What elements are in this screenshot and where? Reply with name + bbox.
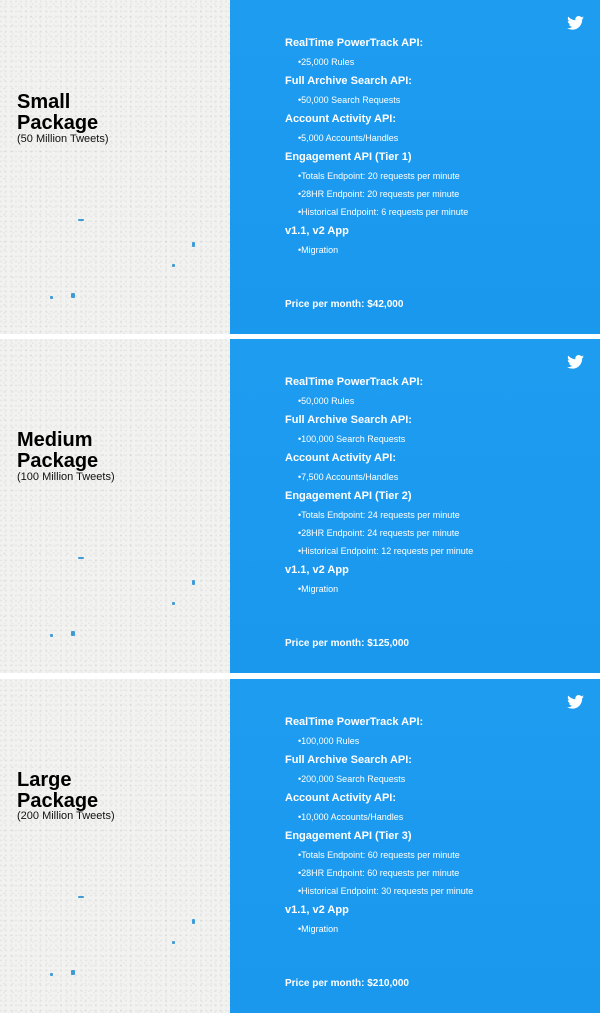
list-item: •100,000 Rules [298, 736, 360, 746]
section-title-engagement: Engagement API (Tier 1) [285, 151, 412, 163]
paper-speck [192, 580, 195, 585]
paper-speck [71, 970, 75, 975]
paper-speck [172, 602, 175, 605]
list-item: •Historical Endpoint: 6 requests per minute [298, 207, 469, 217]
section-title-account-activity: Account Activity API: [285, 452, 397, 464]
price-label: Price per month: $42,000 [285, 299, 404, 310]
package-details-card [230, 679, 600, 1013]
list-item: •Migration [298, 924, 339, 934]
list-item: •28HR Endpoint: 60 requests per minute [298, 868, 460, 878]
paper-speck [78, 896, 84, 898]
price-label: Price per month: $210,000 [285, 978, 409, 989]
list-item: •50,000 Search Requests [298, 95, 401, 105]
section-title-engagement: Engagement API (Tier 3) [285, 830, 412, 842]
section-title-powertrack: RealTime PowerTrack API: [285, 376, 424, 388]
paper-speck [50, 296, 53, 299]
paper-speck [172, 264, 175, 267]
list-item: •Migration [298, 245, 339, 255]
package-details-card [230, 339, 600, 673]
section-title-app: v1.1, v2 App [285, 225, 349, 237]
package-subtitle: (100 Million Tweets) [17, 471, 115, 483]
section-title-powertrack: RealTime PowerTrack API: [285, 716, 424, 728]
section-title-account-activity: Account Activity API: [285, 792, 397, 804]
list-item: •100,000 Search Requests [298, 434, 406, 444]
list-item: •Historical Endpoint: 30 requests per minute [298, 886, 474, 896]
section-title-archive-search: Full Archive Search API: [285, 414, 412, 426]
paper-speck [71, 631, 75, 636]
list-item: •Migration [298, 584, 339, 594]
list-item: •5,000 Accounts/Handles [298, 133, 399, 143]
package-label-area [0, 679, 230, 1013]
package-details-card [230, 0, 600, 334]
feature-list [285, 712, 585, 938]
list-item: •Totals Endpoint: 24 requests per minute [298, 510, 460, 520]
list-item: •7,500 Accounts/Handles [298, 472, 399, 482]
section-title-app: v1.1, v2 App [285, 564, 349, 576]
section-title-app: v1.1, v2 App [285, 904, 349, 916]
section-title-powertrack: RealTime PowerTrack API: [285, 37, 424, 49]
list-item: •28HR Endpoint: 20 requests per minute [298, 189, 460, 199]
package-panel-small [0, 0, 600, 334]
list-item: •200,000 Search Requests [298, 774, 406, 784]
paper-speck [192, 919, 195, 924]
twitter-bird-icon [567, 695, 584, 709]
section-title-archive-search: Full Archive Search API: [285, 75, 412, 87]
paper-speck [50, 634, 53, 637]
package-label-area [0, 0, 230, 334]
package-title: Medium Package [17, 429, 99, 472]
price-label: Price per month: $125,000 [285, 638, 409, 649]
package-subtitle: (50 Million Tweets) [17, 133, 109, 145]
list-item: •Totals Endpoint: 60 requests per minute [298, 850, 460, 860]
section-title-engagement: Engagement API (Tier 2) [285, 490, 412, 502]
feature-list [285, 372, 585, 598]
section-title-archive-search: Full Archive Search API: [285, 754, 412, 766]
list-item: •Historical Endpoint: 12 requests per minute [298, 546, 474, 556]
package-label-area [0, 339, 230, 673]
twitter-bird-icon [567, 355, 584, 369]
package-title: Small Package [17, 91, 99, 134]
package-title: Large Package [17, 769, 99, 812]
package-panel-large [0, 679, 600, 1013]
list-item: •25,000 Rules [298, 57, 355, 67]
package-subtitle: (200 Million Tweets) [17, 810, 115, 822]
package-panel-medium [0, 339, 600, 673]
twitter-bird-icon [567, 16, 584, 30]
paper-speck [78, 219, 84, 221]
paper-speck [50, 973, 53, 976]
list-item: •Totals Endpoint: 20 requests per minute [298, 171, 460, 181]
list-item: •10,000 Accounts/Handles [298, 812, 404, 822]
paper-speck [172, 941, 175, 944]
paper-speck [192, 242, 195, 247]
list-item: •28HR Endpoint: 24 requests per minute [298, 528, 460, 538]
list-item: •50,000 Rules [298, 396, 355, 406]
paper-speck [78, 557, 84, 559]
paper-speck [71, 293, 75, 298]
section-title-account-activity: Account Activity API: [285, 113, 397, 125]
feature-list [285, 33, 585, 259]
